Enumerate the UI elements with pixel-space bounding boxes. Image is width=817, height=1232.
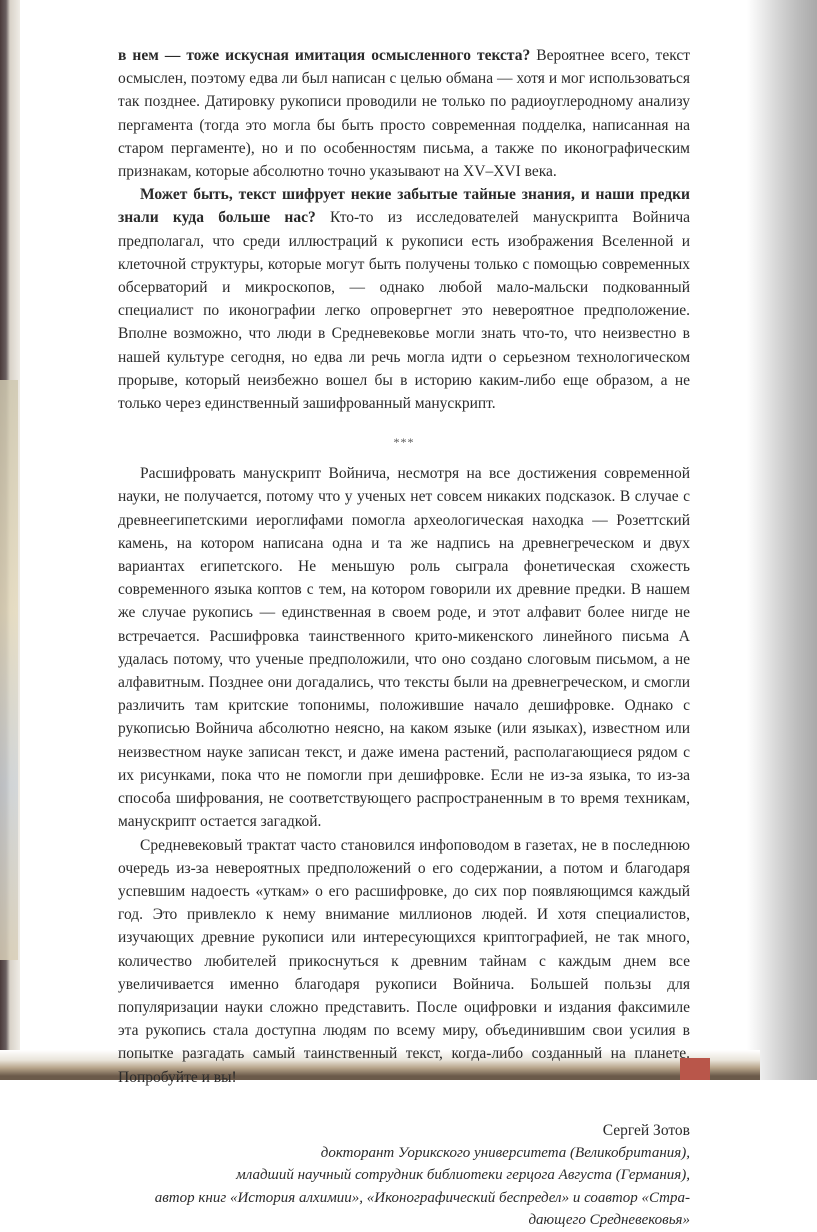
book-spine-left-edge <box>0 0 20 1080</box>
author-title-2: младший научный сотрудник библиотеки герцога Августа (Германия), <box>236 1167 690 1184</box>
neighbor-page-strip <box>0 380 18 960</box>
paragraph-4: Средневековый трактат часто становился инфоповодом в газетах, не в последнюю очередь из-за невероятных предположений о его содержании, а потом и благодаря успевшим надоесть «уткам» о его расшифровке, до сих пор появляющимся каждый год. Это привлекло к нему внимание миллионов людей. И хотя специалистов, изучающих древние рукописи или интересующихся криптографией, не так много, количество любителей прикоснуться к древним тайнам с каждым днем все увеличивается именно благодаря рукописи Войнича. Большей пользы для популяризации науки сложно представить. После оцифровки и издания факсимиле эта рукопись стала доступна людям по всему миру, объединившим свои усилия в попытке разгадать самый таинственный текст, когда-либо созданный на планете. Попробуйте и вы! <box>118 836 690 1086</box>
author-title-4: дающего Средневековья» <box>528 1212 690 1229</box>
paragraph-1 <box>118 44 690 183</box>
paragraph-1-body: Вероятнее всего, текст осмыслен, поэтому едва ли был написан с целью обмана — хотя и мог использоваться так позднее. Датировку рукописи проводили не только по радиоуглеродному анализу пергамента (тогда это могла бы быть просто современная подделка, написанная на старом пергаменте), но и по особенностям письма, а также по иконографическим признакам, которые абсолютно точно указывают на XV–XVI века. <box>118 47 690 181</box>
paragraph-2 <box>118 183 690 415</box>
author-title-1: докторант Уорикского университета (Великобритания), <box>320 1144 690 1161</box>
paragraph-2-lead: Может быть, текст шифрует некие забытые тайные знания, и наши предки знали куда больше нас? <box>118 186 690 227</box>
book-page <box>118 44 690 1232</box>
book-cover-right-edge <box>747 0 817 1080</box>
section-separator: *** <box>393 435 415 450</box>
paragraph-2-body: Кто-то из исследователей манускрипта Войнича предполагал, что среди иллюстраций к рукописи есть изображения Вселенной и клеточной структуры, которые могут быть получены только с помощью современных обсерваторий и микроскопов, — однако любой мало-мальски подкованный специалист по иконографии легко опровергнет это невероятное предположение. Вполне возможно, что люди в Средневековье могли знать что-то, что неизвестно в нашей культуре сегодня, но едва ли речь могла идти о серьезном технологическом прорыве, который неизбежно вошел бы в историю каким-либо еще образом, а не только через единственный зашифрованный манускрипт. <box>118 209 690 413</box>
paragraph-3: Расшифровать манускрипт Войнича, несмотря на все достижения современной науки, не получается, потому что у ученых нет совсем никаких подсказок. В случае с древнеегипетскими иероглифами помогла археологическая находка — Розеттский камень, на котором написана одна и та же надпись на древнегреческом и двух вариантах египетского. Не меньшую роль сыграла фонетическая схожесть современного языка коптов с тем, на котором говорили их древние предки. В нашем же случае рукопись — единственная в своем роде, и этот алфавит более нигде не встречается. Расшифровка таинственного крито-микенского линейного письма А удалась потому, что ученые предположили, что оно создано слоговым письмом, а не алфавитным. Позднее они догадались, что тексты были на древнегреческом, и смогли различить там критские топонимы, положившие начало дешифровке. Однако с рукописью Войнича абсолютно неясно, на каком языке (или языках), известном или неизвестном науке записан текст, и даже имена растений, располагающиеся рядом с их рисунками, пока что не помогли при дешифровке. Если не из-за языка, то из-за способа шифрования, не соответствующего распространенным в то время техникам, манускрипт остается загадкой. <box>118 465 690 831</box>
paragraph-1-lead: в нем — тоже искусная имитация осмысленного текста? <box>118 47 531 64</box>
author-name: Сергей Зотов <box>602 1121 690 1139</box>
author-title-3: автор книг «История алхимии», «Иконографический беспредел» и соавтор «Стра- <box>154 1189 690 1206</box>
